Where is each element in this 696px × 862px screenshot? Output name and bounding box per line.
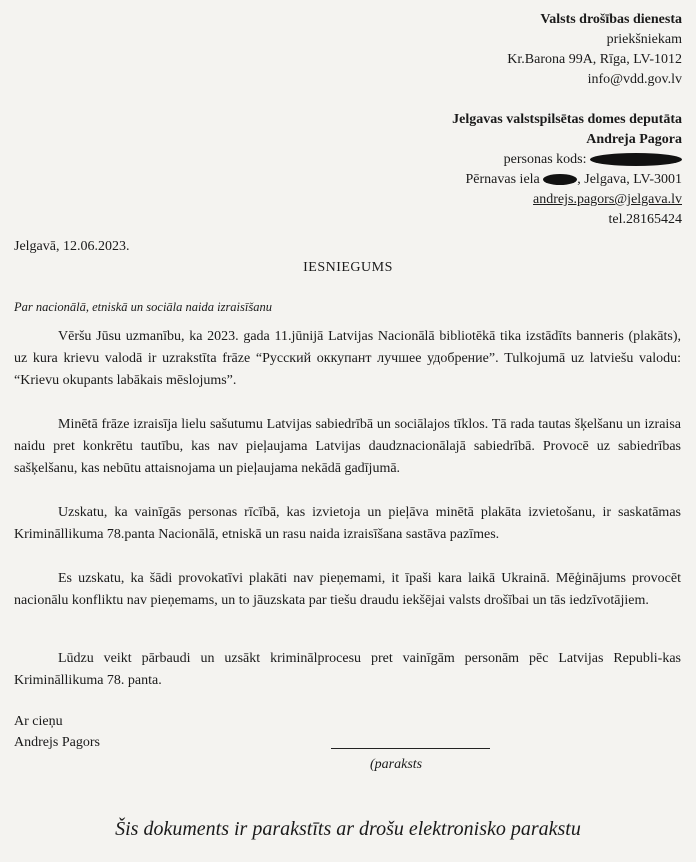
sender-phone: tel.28165424 bbox=[608, 212, 682, 227]
document-subject: Par nacionālā, etniskā un sociāla naida izraisīšanu bbox=[14, 300, 272, 314]
redaction-mark bbox=[590, 153, 682, 166]
sender-block bbox=[452, 110, 682, 230]
redaction-mark bbox=[543, 174, 577, 185]
closing: Ar cieņu bbox=[14, 714, 63, 729]
sender-street-label: Pērnavas iela bbox=[465, 172, 540, 187]
signature-line bbox=[331, 748, 490, 749]
recipient-email: info@vdd.gov.lv bbox=[587, 72, 682, 87]
document-title: IESNIEGUMS bbox=[303, 260, 393, 275]
body-paragraph-5: Lūdzu veikt pārbaudi un uzsākt kriminālprocesu pret vainīgām personām pēc Latvijas Republi-kas Krimināllikuma 78. panta. bbox=[14, 651, 681, 688]
body-paragraph-1: Vēršu Jūsu uzmanību, ka 2023. gada 11.jūnijā Latvijas Nacionālā bibliotēkā tika izstādīts banneris (plakāts), uz kura krievu valodā ir uzrakstīta frāze “Русский оккупант лучшее удобрение”. Tulkojumā uz latviešu valodu: “Krievu okupants labākais mēslojums”. bbox=[14, 329, 681, 388]
recipient-line-1: Valsts drošības dienesta bbox=[540, 12, 682, 27]
sender-id-label: personas kods: bbox=[503, 152, 587, 167]
date-place: Jelgavā, 12.06.2023. bbox=[14, 239, 130, 254]
e-signature-footer: Šis dokuments ir parakstīts ar drošu elektronisko parakstu bbox=[115, 818, 581, 840]
sender-name: Andreja Pagora bbox=[586, 132, 682, 147]
sender-line-1: Jelgavas valstspilsētas domes deputāta bbox=[452, 112, 682, 127]
sender-email: andrejs.pagors@jelgava.lv bbox=[533, 192, 682, 207]
body-paragraph-4: Es uzskatu, ka šādi provokatīvi plakāti nav pieņemami, it īpaši kara laikā Ukrainā. Mēģinājums provocēt nacionālu konfliktu nav pieņemams, un to jāuzskata par tiešu draudu iekšējai valsts drošībai un tās iedzīvotājiem. bbox=[14, 571, 681, 608]
signer-name: Andrejs Pagors bbox=[14, 735, 100, 750]
sender-street-rest: , Jelgava, LV-3001 bbox=[577, 172, 682, 187]
sender-address-row bbox=[452, 170, 682, 190]
recipient-block bbox=[507, 10, 682, 90]
recipient-line-2: priekšniekam bbox=[606, 32, 682, 47]
recipient-address: Kr.Barona 99A, Rīga, LV-1012 bbox=[507, 52, 682, 67]
body-paragraph-3: Uzskatu, ka vainīgās personas rīcībā, kas izvietoja un pieļāva minētā plakāta izvietošanu, ir saskatāmas Krimināllikuma 78.panta Nacionālā, etniskā un rasu naida izraisīšana sastāva pazīmes. bbox=[14, 505, 681, 542]
signature-label: (paraksts bbox=[370, 757, 423, 772]
sender-id-row bbox=[452, 150, 682, 170]
body-paragraph-2: Minētā frāze izraisīja lielu sašutumu Latvijas sabiedrībā un sociālajos tīklos. Tā rada tautas šķelšanu un izraisa naidu pret konkrētu tautību, kas nav pieļaujama Latvijas daudznacionālajā sabiedrībā. Provocē uz sabiedrības sašķelšanu, kas nebūtu attaisnojama un pieļaujama nekādā gadījumā. bbox=[14, 417, 681, 476]
